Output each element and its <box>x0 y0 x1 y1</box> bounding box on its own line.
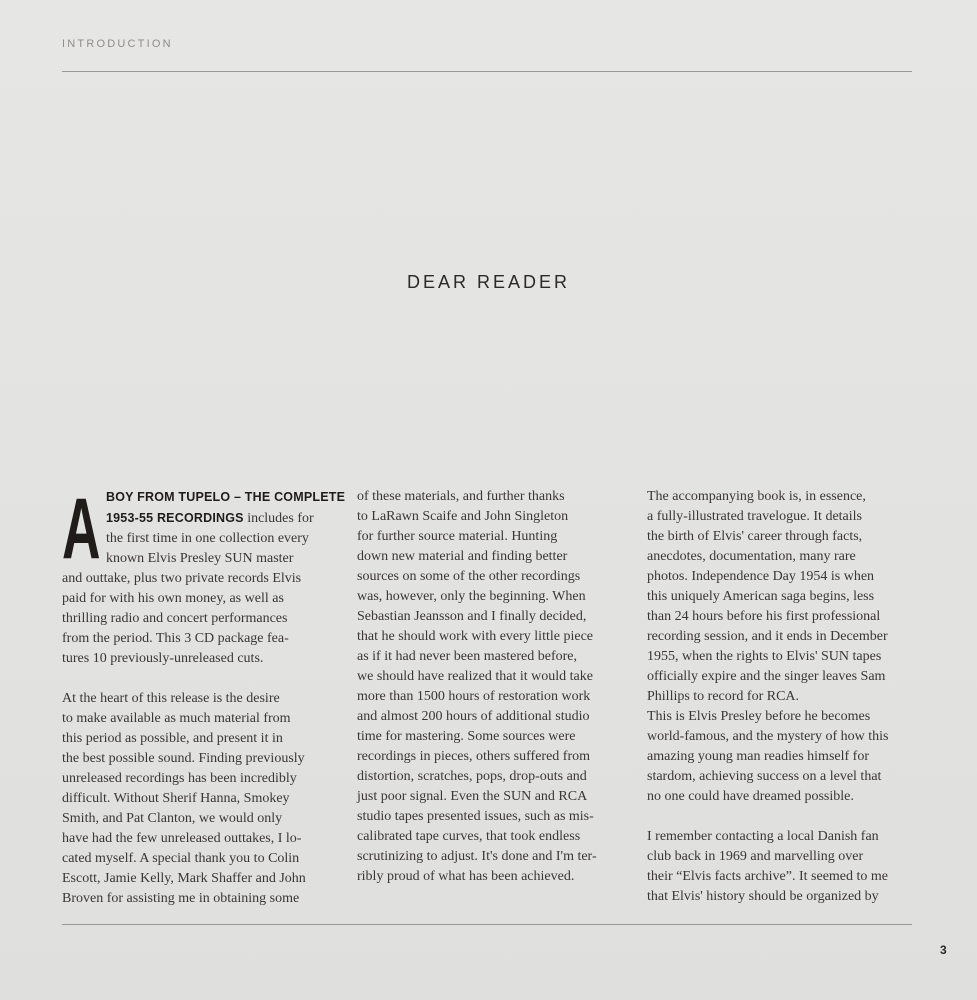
text-line: known Elvis Presley SUN master <box>106 551 294 566</box>
text-line: anecdotes, documentation, many rare <box>647 549 856 564</box>
text-line: Phillips to record for RCA. <box>647 689 800 704</box>
text-line: The accompanying book is, in essence, <box>647 489 866 504</box>
text-column-3 <box>647 487 917 907</box>
text-line: a fully-illustrated travelogue. It details <box>647 509 862 524</box>
text-line: down new material and finding better <box>357 549 568 564</box>
text-line: world-famous, and the mystery of how this <box>647 729 889 744</box>
text-line: just poor signal. Even the SUN and RCA <box>357 789 588 804</box>
text-line: the best possible sound. Finding previously <box>62 751 305 766</box>
text-line: as if it had never been mastered before, <box>357 649 578 664</box>
text-line: that Elvis' history should be organized by <box>647 889 879 904</box>
text-line: to LaRawn Scaife and John Singleton <box>357 509 569 524</box>
page-number: 3 <box>940 943 947 957</box>
section-label: INTRODUCTION <box>62 38 173 50</box>
text-line: calibrated tape curves, that took endless <box>357 829 581 844</box>
text-line: unreleased recordings has been incredibly <box>62 771 297 786</box>
drop-cap: A <box>62 481 101 577</box>
header-rule <box>62 71 912 72</box>
text-line: that he should work with every little piece <box>357 629 593 644</box>
text-line: have had the few unreleased outtakes, I lo- <box>62 831 302 846</box>
text-line: At the heart of this release is the desire <box>62 691 280 706</box>
text-line: tures 10 previously-unreleased cuts. <box>62 651 264 666</box>
text-line: 1955, when the rights to Elvis' SUN tapes <box>647 649 882 664</box>
text-line: for further source material. Hunting <box>357 529 558 544</box>
text-line: recordings in pieces, others suffered from <box>357 749 590 764</box>
text-line: and almost 200 hours of additional studio <box>357 709 590 724</box>
text-line: scrutinizing to adjust. It's done and I'm ter- <box>357 849 597 864</box>
text-line: difficult. Without Sherif Hanna, Smokey <box>62 791 290 806</box>
text-line: officially expire and the singer leaves Sam <box>647 669 886 684</box>
text-line: than 24 hours before his first professional <box>647 609 881 624</box>
text-line: Sebastian Jeansson and I finally decided, <box>357 609 587 624</box>
text-line: Escott, Jamie Kelly, Mark Shaffer and John <box>62 871 306 886</box>
text-line: no one could have dreamed possible. <box>647 789 854 804</box>
text-line: I remember contacting a local Danish fan <box>647 829 879 844</box>
text-line: this period as possible, and present it in <box>62 731 283 746</box>
text-line: sources on some of the other recordings <box>357 569 581 584</box>
footer-rule <box>62 924 912 925</box>
lead-line-2: 1953-55 RECORDINGS includes for <box>106 511 314 526</box>
text-line: Smith, and Pat Clanton, we would only <box>62 811 283 826</box>
text-line: thrilling radio and concert performances <box>62 611 288 626</box>
lead-line-1: BOY FROM TUPELO – THE COMPLETE <box>106 490 346 504</box>
text-line: and outtake, plus two private records Elvis <box>62 571 302 586</box>
text-line: photos. Independence Day 1954 is when <box>647 569 875 584</box>
text-line: from the period. This 3 CD package fea- <box>62 631 289 646</box>
text-line: recording session, and it ends in December <box>647 629 888 644</box>
text-line: amazing young man readies himself for <box>647 749 869 764</box>
text-line: we should have realized that it would take <box>357 669 593 684</box>
text-line: the first time in one collection every <box>106 531 309 546</box>
text-line: their “Elvis facts archive”. It seemed to me <box>647 869 889 884</box>
paragraph-gap <box>62 669 332 689</box>
text-line: to make available as much material from <box>62 711 291 726</box>
text-line: studio tapes presented issues, such as mis- <box>357 809 594 824</box>
text-column-1 <box>62 481 346 909</box>
text-line: time for mastering. Some sources were <box>357 729 576 744</box>
text-line: cated myself. A special thank you to Colin <box>62 851 300 866</box>
paragraph-gap <box>647 807 917 827</box>
text-line: more than 1500 hours of restoration work <box>357 689 591 704</box>
text-column-2 <box>357 487 627 887</box>
text-line: was, however, only the beginning. When <box>357 589 586 604</box>
text-line: paid for with his own money, as well as <box>62 591 284 606</box>
text-line: of these materials, and further thanks <box>357 489 565 504</box>
text-line: ribly proud of what has been achieved. <box>357 869 575 884</box>
text-line: Broven for assisting me in obtaining some <box>62 891 300 906</box>
text-line: the birth of Elvis' career through facts, <box>647 529 863 544</box>
text-line: This is Elvis Presley before he becomes <box>647 709 871 724</box>
text-line: club back in 1969 and marvelling over <box>647 849 864 864</box>
text-line: distortion, scratches, pops, drop-outs and <box>357 769 587 784</box>
text-line: this uniquely American saga begins, less <box>647 589 875 604</box>
text-line: stardom, achieving success on a level that <box>647 769 882 784</box>
page-title: DEAR READER <box>406 272 571 292</box>
